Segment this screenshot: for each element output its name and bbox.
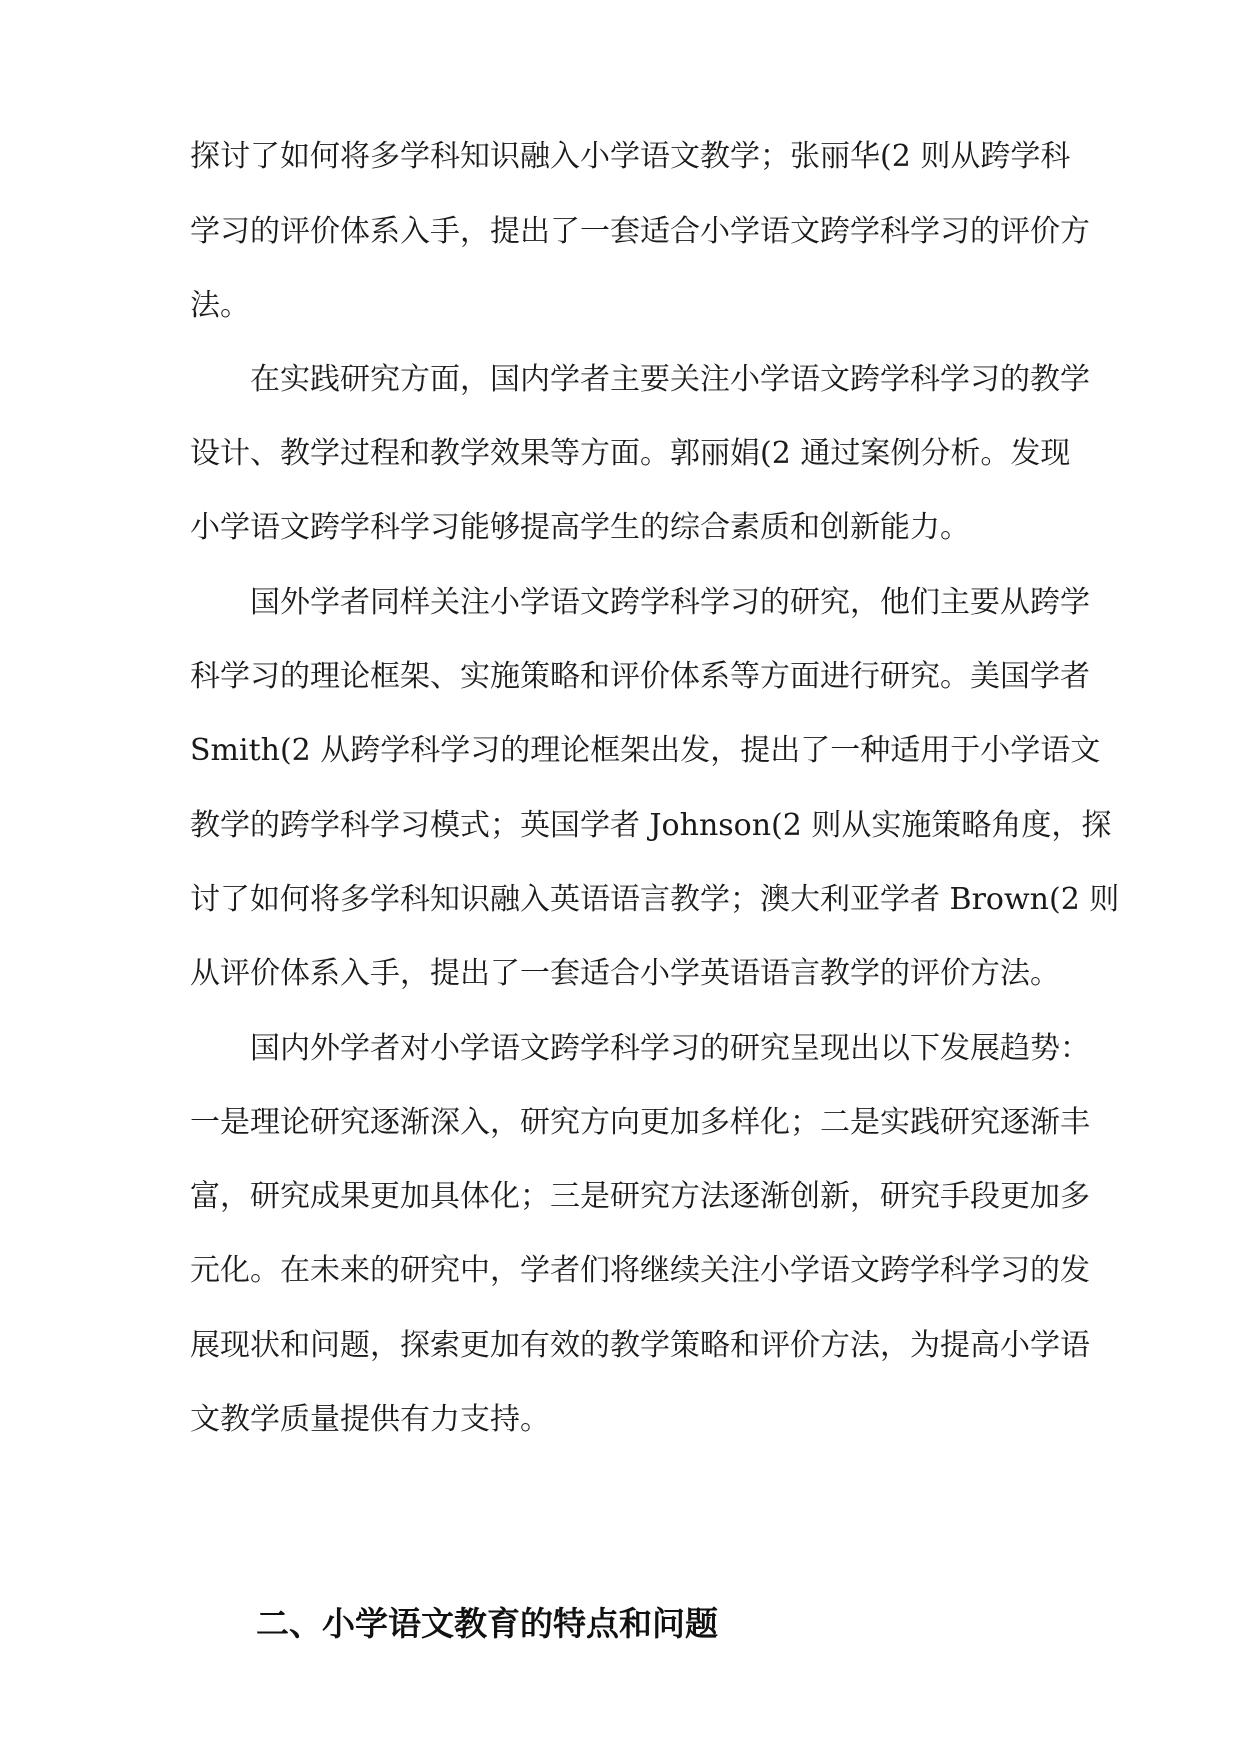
paragraph-4-line-5: 展现状和问题，探索更加有效的教学策略和评价方法，为提高小学语 [190, 1328, 1090, 1363]
paragraph-3-line-1: 国外学者同样关注小学语文跨学科学习的研究，他们主要从跨学 [250, 585, 1090, 620]
paragraph-3-line-4: 教学的跨学科学习模式；英国学者 Johnson(2 则从实施策略角度，探 [190, 808, 1112, 843]
paragraph-4-line-3: 富，研究成果更加具体化；三是研究方法逐渐创新，研究手段更加多 [190, 1179, 1090, 1214]
paragraph-4-line-6: 文教学质量提供有力支持。 [190, 1402, 550, 1437]
paragraph-1-line-3: 法。 [190, 288, 250, 323]
paragraph-1-line-1: 探讨了如何将多学科知识融入小学语文教学；张丽华(2 则从跨学科 [190, 139, 1071, 174]
paragraph-3-line-2: 科学习的理论框架、实施策略和评价体系等方面进行研究。美国学者 [190, 659, 1090, 694]
paragraph-3-line-5: 讨了如何将多学科知识融入英语语言教学；澳大利亚学者 Brown(2 则 [190, 882, 1120, 917]
paragraph-2-line-2: 设计、教学过程和教学效果等方面。郭丽娟(2 通过案例分析。发现 [190, 436, 1071, 471]
paragraph-3-line-6: 从评价体系入手，提出了一套适合小学英语语言教学的评价方法。 [190, 956, 1060, 991]
paragraph-3-line-3: Smith(2 从跨学科学习的理论框架出发，提出了一种适用于小学语文 [190, 733, 1101, 768]
paragraph-4-line-4: 元化。在未来的研究中，学者们将继续关注小学语文跨学科学习的发 [190, 1253, 1090, 1288]
paragraph-2-line-1: 在实践研究方面，国内学者主要关注小学语文跨学科学习的教学 [250, 362, 1090, 397]
paragraph-4-line-1: 国内外学者对小学语文跨学科学习的研究呈现出以下发展趋势： [250, 1031, 1090, 1066]
paragraph-4-line-2: 一是理论研究逐渐深入，研究方向更加多样化；二是实践研究逐渐丰 [190, 1105, 1090, 1140]
section-heading: 二、小学语文教育的特点和问题 [256, 1604, 718, 1643]
paragraph-1-line-2: 学习的评价体系入手，提出了一套适合小学语文跨学科学习的评价方 [190, 214, 1090, 249]
paragraph-2-line-3: 小学语文跨学科学习能够提高学生的综合素质和创新能力。 [190, 510, 970, 545]
